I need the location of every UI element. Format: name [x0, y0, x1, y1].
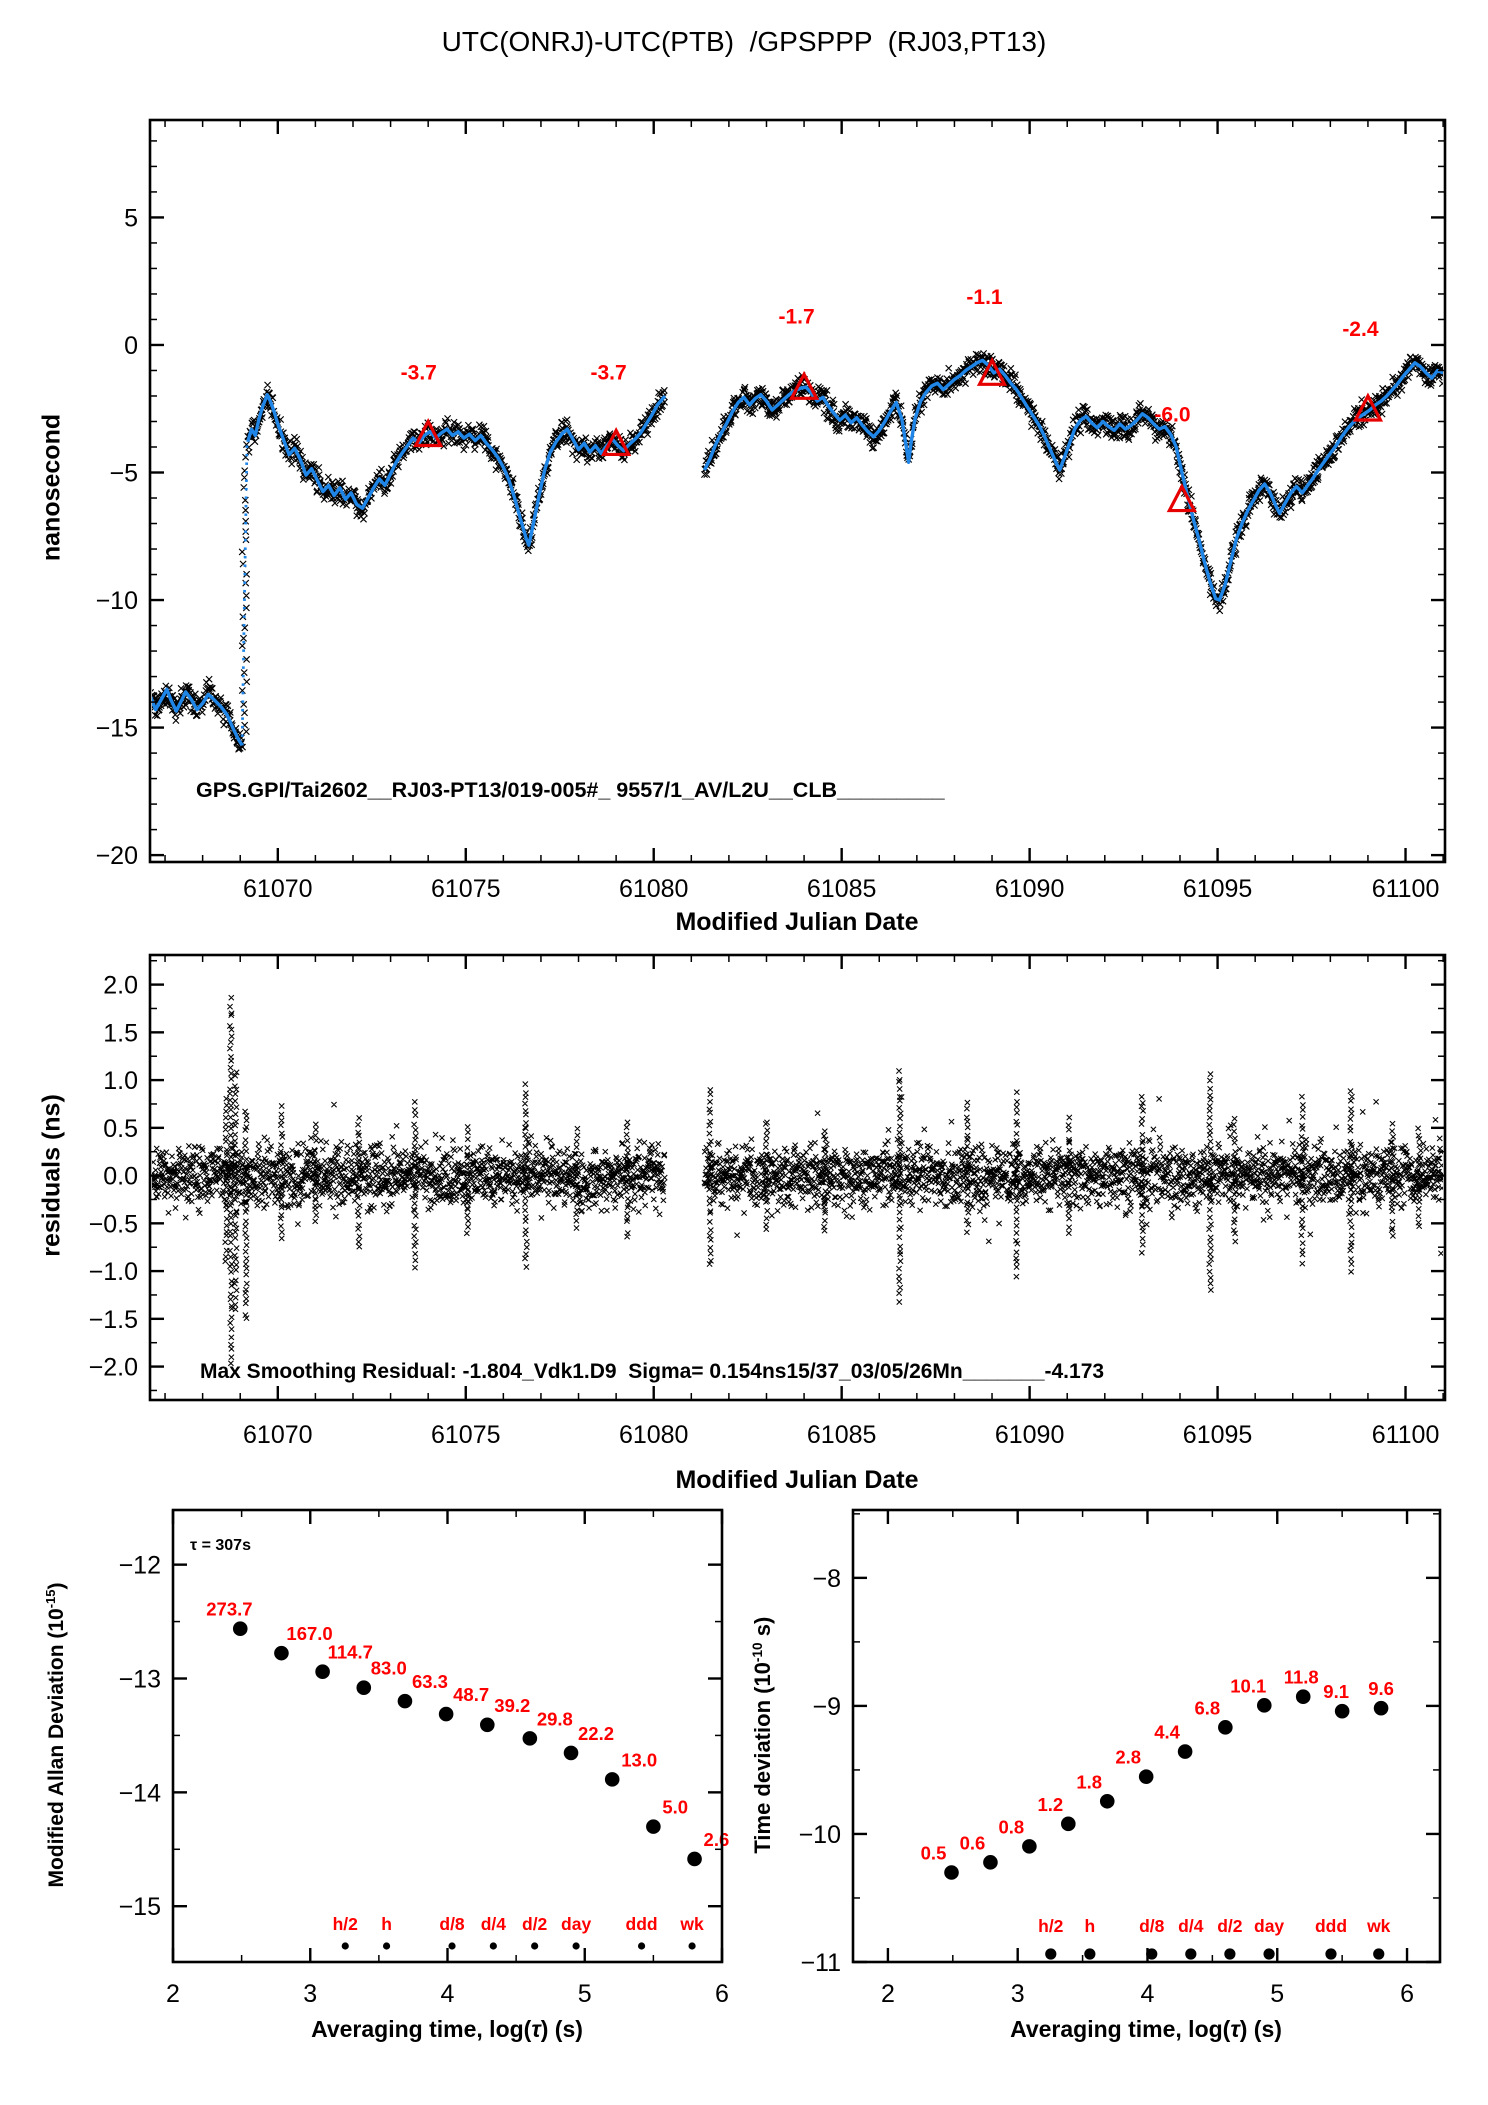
mdev-data-point [605, 1772, 620, 1787]
mdev-period-tick-dot [383, 1942, 390, 1949]
mdev-point-value-label: 5.0 [662, 1796, 689, 1818]
mdev-period-tick-dot [688, 1942, 695, 1949]
calibration-value-label: -3.7 [400, 361, 437, 385]
mdev-period-tick-dot [448, 1942, 455, 1949]
mdev-y-tick-label: −14 [118, 1779, 161, 1808]
phase-data-layer [148, 350, 1446, 752]
calibration-value-label: -6.0 [1154, 403, 1191, 427]
mdev-data-point [439, 1707, 454, 1722]
tdev-data-point [1374, 1701, 1389, 1716]
mdev-x-tick-label: 3 [303, 1980, 318, 2008]
mdev-point-value-label: 2.6 [703, 1828, 730, 1850]
mdev-data-point [523, 1731, 538, 1746]
mdev-xlabel-text: Averaging time, log( [311, 2016, 532, 2042]
tdev-y-tick-label: −11 [800, 1949, 841, 1977]
residuals-x-tick-label: 61080 [618, 1421, 689, 1449]
tdev-data-point [1061, 1817, 1076, 1832]
phase-y-tick-label: −10 [95, 587, 138, 616]
tdev-xlabel-text: Averaging time, log( [1010, 2016, 1231, 2042]
mdev-y-tick-label: −13 [118, 1665, 161, 1694]
mdev-y-axis-label [43, 1495, 69, 1975]
calibration-value-label: -1.1 [966, 286, 1003, 310]
phase-x-axis-label: Modified Julian Date [675, 908, 919, 936]
mdev-data-point [687, 1852, 702, 1867]
residuals-note: Max Smoothing Residual: -1.804_Vdk1.D9 Sigma= 0.154ns15/37_03/05/26Mn_______-4.173 [200, 1360, 1105, 1383]
tdev-data-point [944, 1865, 959, 1880]
mdev-data-point [233, 1621, 248, 1636]
tdev-x-tick-label: 2 [880, 1980, 895, 2008]
tdev-point-value-label: 9.6 [1368, 1678, 1394, 1700]
tdev-data-point [1100, 1794, 1115, 1809]
mdev-y-tick-label: −15 [118, 1893, 161, 1922]
tdev-y-tick-label: −8 [812, 1564, 841, 1593]
tdev-y-axis-label [750, 1495, 776, 1975]
mdev-period-tick-label: d/2 [522, 1914, 548, 1934]
phase-y-tick-label: 5 [124, 204, 138, 233]
tdev-x-tick-label: 5 [1270, 1980, 1285, 2008]
calibration-value-label: -2.4 [1342, 318, 1379, 342]
phase-x-tick-label: 61095 [1182, 875, 1253, 903]
tdev-point-value-label: 0.8 [998, 1816, 1025, 1838]
tdev-period-tick-label: d/8 [1139, 1916, 1165, 1936]
tdev-x-tick-label: 3 [1010, 1980, 1025, 2008]
tdev-data-point [1022, 1839, 1037, 1854]
tdev-ylabel-close: s) [750, 1616, 776, 1643]
tdev-data-point [1139, 1769, 1154, 1784]
tdev-period-tick-dot [1185, 1948, 1196, 1959]
calibration-value-label: -3.7 [590, 361, 627, 385]
mdev-data-point [398, 1694, 413, 1709]
mdev-ylabel-text: Modified Allan Deviation (10 [45, 1608, 68, 1888]
tdev-point-value-label: 2.8 [1115, 1746, 1142, 1768]
mdev-period-tick-label: h/2 [332, 1914, 358, 1934]
mdev-point-value-label: 83.0 [370, 1657, 407, 1679]
tdev-ylabel-exponent: -10 [749, 1642, 765, 1663]
mdev-period-tick-label: d/4 [480, 1914, 506, 1934]
tdev-point-value-label: 4.4 [1154, 1721, 1180, 1743]
calibration-value-label: -1.7 [778, 305, 815, 329]
mdev-period-tick-dot [490, 1942, 497, 1949]
residuals-x-tick-label: 61095 [1182, 1421, 1253, 1449]
tdev-point-value-label: 6.8 [1194, 1697, 1221, 1719]
residuals-y-tick-label: −0.5 [88, 1210, 138, 1239]
tdev-data-point [1296, 1689, 1311, 1704]
tdev-point-value-label: 1.2 [1037, 1793, 1064, 1815]
phase-y-tick-label: −20 [95, 842, 138, 871]
phase-x-tick-label: 61080 [618, 875, 689, 903]
mdev-data-point [564, 1746, 579, 1761]
mdev-data-point [480, 1718, 495, 1733]
residuals-y-tick-label: −2.0 [88, 1353, 138, 1382]
mdev-period-tick-label: h [381, 1914, 392, 1934]
figure-title: UTC(ONRJ)-UTC(PTB) /GPSPPP (RJ03,PT13) [441, 26, 1047, 57]
phase-x-tick-label: 61100 [1371, 875, 1440, 903]
mdev-period-tick-dot [573, 1942, 580, 1949]
phase-data-markers [148, 350, 1446, 752]
mdev-xlabel-close: ) (s) [540, 2016, 583, 2042]
phase-x-tick-label: 61075 [430, 875, 501, 903]
mdev-data-point [646, 1819, 661, 1834]
phase-y-tick-label: 0 [124, 331, 138, 360]
residuals-x-axis-label: Modified Julian Date [675, 1466, 919, 1494]
mdev-period-tick-label: d/8 [439, 1914, 465, 1934]
residuals-y-tick-label: 2.0 [103, 971, 138, 1000]
residuals-y-tick-label: −1.0 [88, 1258, 138, 1287]
residuals-x-tick-label: 61070 [243, 1421, 313, 1449]
mdev-data-layer [206, 1599, 729, 1950]
tdev-ylabel-text: Time deviation (10 [750, 1662, 776, 1854]
residuals-y-tick-label: 0.0 [103, 1162, 138, 1191]
phase-smoothed-line [248, 395, 665, 546]
phase-link-label: GPS.GPI/Tai2602__RJ03-PT13/019-005#_ 9557/1_AV/L2U__CLB_________ [196, 778, 945, 802]
tdev-point-value-label: 0.6 [959, 1832, 986, 1854]
mdev-tau-note: τ = 307s [190, 1537, 251, 1554]
tdev-point-value-label: 1.8 [1076, 1771, 1103, 1793]
tdev-x-tick-label: 4 [1140, 1980, 1155, 2008]
mdev-period-tick-label: day [561, 1914, 592, 1934]
phase-y-axis-label: nanosecond [37, 413, 66, 562]
tdev-y-tick-label: −9 [812, 1692, 841, 1721]
tdev-data-point [1218, 1720, 1233, 1735]
tdev-period-tick-label: wk [1367, 1916, 1391, 1936]
mdev-point-value-label: 29.8 [536, 1708, 573, 1730]
tdev-data-point [1335, 1704, 1350, 1719]
mdev-x-tick-label: 2 [166, 1980, 180, 2008]
residuals-x-tick-label: 61085 [806, 1421, 877, 1449]
tdev-point-value-label: 9.1 [1323, 1681, 1350, 1703]
tdev-period-tick-label: h [1084, 1916, 1096, 1936]
mdev-x-tick-label: 5 [577, 1980, 592, 2008]
mdev-point-value-label: 22.2 [578, 1722, 615, 1744]
tdev-period-tick-label: d/2 [1217, 1916, 1243, 1936]
mdev-x-tick-label: 4 [440, 1980, 455, 2008]
tdev-period-tick-dot [1263, 1948, 1274, 1959]
phase-x-tick-label: 61070 [243, 875, 313, 903]
mdev-data-point [356, 1680, 371, 1695]
mdev-point-value-label: 167.0 [286, 1623, 333, 1645]
residuals-y-tick-label: 1.0 [103, 1067, 138, 1096]
phase-y-tick-label: −5 [109, 459, 138, 488]
mdev-x-axis-label [147, 2016, 747, 2043]
mdev-ylabel-close: ) [45, 1582, 68, 1590]
mdev-period-tick-dot [638, 1942, 645, 1949]
tdev-point-value-label: 10.1 [1230, 1675, 1267, 1697]
mdev-period-tick-dot [531, 1942, 538, 1949]
tdev-period-tick-dot [1084, 1948, 1095, 1959]
tdev-period-tick-dot [1224, 1948, 1235, 1959]
mdev-point-value-label: 273.7 [206, 1598, 253, 1620]
residuals-x-tick-label: 61090 [994, 1421, 1065, 1449]
phase-y-tick-label: −15 [95, 714, 138, 743]
tdev-period-tick-label: ddd [1314, 1916, 1348, 1936]
tdev-period-tick-dot [1373, 1948, 1384, 1959]
tdev-point-value-label: 11.8 [1283, 1666, 1319, 1688]
phase-x-tick-label: 61090 [994, 875, 1065, 903]
residuals-x-tick-label: 61075 [430, 1421, 501, 1449]
mdev-period-tick-label: ddd [625, 1914, 658, 1934]
tdev-period-tick-label: d/4 [1178, 1916, 1204, 1936]
mdev-x-tick-label: 6 [715, 1980, 729, 2008]
mdev-data-point [274, 1646, 289, 1661]
tdev-point-value-label: 0.5 [920, 1842, 947, 1864]
mdev-period-tick-label: wk [680, 1914, 704, 1934]
tdev-x-tick-label: 6 [1400, 1980, 1414, 2008]
residuals-y-tick-label: 0.5 [103, 1114, 138, 1143]
mdev-point-value-label: 114.7 [327, 1641, 373, 1663]
mdev-point-value-label: 13.0 [621, 1749, 658, 1771]
tdev-period-tick-dot [1045, 1948, 1056, 1959]
mdev-y-tick-label: −12 [118, 1551, 161, 1580]
residuals-data-layer [149, 995, 1445, 1366]
mdev-period-tick-dot [342, 1942, 349, 1949]
tdev-period-tick-dot [1325, 1948, 1336, 1959]
mdev-point-value-label: 63.3 [411, 1671, 448, 1693]
residuals-x-tick-label: 61100 [1371, 1421, 1440, 1449]
tdev-period-tick-label: h/2 [1038, 1916, 1064, 1936]
mdev-data-point [315, 1664, 330, 1679]
tdev-xlabel-close: ) (s) [1239, 2016, 1282, 2042]
residuals-y-tick-label: 1.5 [103, 1019, 138, 1048]
tdev-period-tick-label: day [1254, 1916, 1285, 1936]
mdev-point-value-label: 39.2 [494, 1694, 531, 1716]
tdev-data-layer [921, 1667, 1394, 1960]
tdev-xlabel-tau: τ [1230, 2016, 1240, 2042]
mdev-point-value-label: 48.7 [453, 1684, 490, 1706]
tdev-data-point [983, 1855, 998, 1870]
mdev-ylabel-exponent: -15 [43, 1589, 58, 1609]
residuals-y-axis-label: residuals (ns) [37, 1094, 66, 1257]
mdev-xlabel-tau: τ [531, 2016, 541, 2042]
tdev-data-point [1257, 1698, 1272, 1713]
tdev-data-point [1178, 1744, 1193, 1759]
phase-x-tick-label: 61085 [806, 875, 877, 903]
residuals-scatter-markers [149, 995, 1445, 1366]
tdev-y-tick-label: −10 [798, 1820, 841, 1849]
tdev-x-axis-label [846, 2016, 1446, 2043]
residuals-y-tick-label: −1.5 [88, 1305, 138, 1334]
